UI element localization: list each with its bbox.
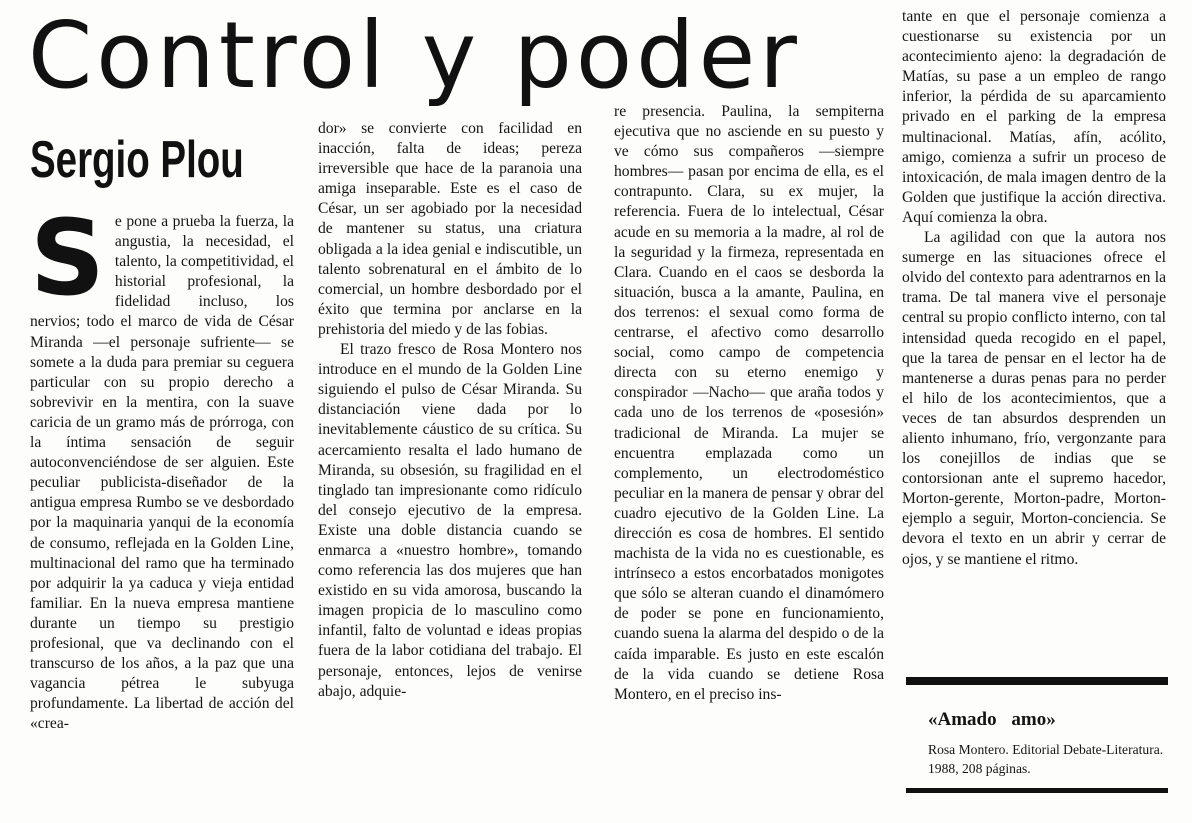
article-paragraph: La agilidad con que la autora nos sumerge en las situaciones ofrece el olvido del contexto para adentrarnos en la trama. De tal manera vive el personaje central su propio conflicto interno, con tal intensidad queda recogido en el papel, que la tarea de pensar en el lector ha de mantenerse a duras penas para no perder el hilo de los acontecimientos, que a veces de tan absurdos desprenden un aliento inhumano, frío, vergonzante para los conejillos de indias que se contorsionan ante el supremo hacedor, Morton-gerente, Morton-padre, Morton-ejemplo a seguir, Morton-conciencia. Se devora el texto en un abrir y cerrar de ojos, y se mantiene el ritmo.: [902, 229, 1166, 568]
paragraph-text: e pone a prueba la fuerza, la angustia, la necesidad, el talento, la competitividad, el historial profesional, la fidelidad incluso, los nervios; todo el marco de vida de César Miranda —el personaje sufriente— se somete a la duda para premiar su ceguera particular con su propio derecho a sobrevivir en la mentira, con la suave caricia de un gramo más de prórroga, con la íntima sensación de seguir autoconvenciéndose de ser alguien. Este peculiar publicista-diseñador de la antigua empresa Rumbo se ve desbordado por la maquinaria yanqui de la economía de consumo, reflejada en la Golden Line, multinacional del ramo que ha terminado por adquirir la ya caduca y vieja entidad familiar. En la nueva empresa mantiene durante un tiempo su prestigio profesional, que va declinando con el transcurso de los años, a la paz que una vagancia pétrea le subyuga profundamente. La libertad de acción del «crea-: [30, 213, 294, 733]
article-column-4: [902, 7, 1166, 667]
article-column-3: [614, 102, 884, 812]
article-column-1: [30, 212, 294, 812]
book-box-top-rule: [906, 677, 1168, 685]
article-paragraph: dor» se convierte con facilidad en inacción, falta de ideas; pereza irreversible que hace de la paranoia una amiga inseparable. Este es el caso de César, un ser agobiado por la necesidad de mantener su status, una criatura obligada a la idea genial e indiscutible, un talento sobrenatural en el ámbito de lo comercial, un hombre desbordado por el éxito que termina por anclarse en la prehistoria del miedo y de las fobias.: [318, 120, 582, 338]
article-title: Control y poder: [28, 2, 801, 109]
article-author: Sergio Plou: [30, 131, 244, 189]
book-box-bottom-rule: [906, 788, 1168, 793]
book-title: «Amado amo»: [928, 709, 1056, 730]
article-paragraph: re presencia. Paulina, la sempiterna ejecutiva que no asciende en su puesto y ve cómo sus compañeros —siempre hombres— pasan por encima de ella, es el contrapunto. Clara, su ex mujer, la referencia. Fuera de lo intelectual, César acude en su memoria a la madre, al rol de la seguridad y la firmeza, representada en Clara. Cuando en el caos se desborda la situación, busca a la amante, Paulina, en dos terrenos: el sexual como forma de centrarse, el afectivo como desarrollo social, como campo de competencia directa con su eterno enemigo y conspirador —Nacho— que araña todos y cada uno de los terrenos de «posesión» tradicional de Miranda. La mujer se encuentra emplazada como un complemento, un electrodoméstico peculiar en la manera de pensar y obrar del cuadro ejecutivo de la Golden Line. La dirección es cosa de hombres. El sentido machista de la vida no es cuestionable, es intrínseco a estos encorbatados monigotes que sólo se alteran cuando el dinamómero de poder se pone en funcionamiento, cuando suena la alarma del despido o de la caída imparable. Es justo en este escalón de la vida cuando se detiene Rosa Montero, en el preciso ins-: [614, 103, 884, 703]
drop-cap: S: [30, 212, 105, 319]
article-paragraph: El trazo fresco de Rosa Montero nos introduce en el mundo de la Golden Line siguiendo el pulso de César Miranda. Su distanciación viene dada por lo inevitablemente cáustico de su crítica. Su acercamiento resalta el lado humano de Miranda, su obsesión, su fragilidad en el tinglado tan impresionante como ridículo del consejo ejecutivo de la empresa. Existe una doble distancia cuando se enmarca a «nuestro hombre», tomando como referencia las dos mujeres que han existido en su vida amorosa, buscando la imagen propicia de lo masculino como infantil, falto de voluntad e ideas propias fuera de la labor cotidiana del trabajo. El personaje, entonces, lejos de venirse abajo, adquie-: [318, 341, 582, 700]
book-info: Rosa Montero. Editorial Debate-Literatura. 1988, 208 páginas.: [928, 742, 1164, 776]
article-paragraph: tante en que el personaje comienza a cuestionarse su existencia por un acontecimiento ajeno: la degradación de Matías, su pase a un empleo de rango inferior, la pérdida de su aparcamiento privado en el parking de la empresa multinacional. Matías, afín, acólito, amigo, comienza a sufrir un proceso de intoxicación, de mala imagen dentro de la Golden que justifique la acción directiva. Aquí comienza la obra.: [902, 8, 1166, 226]
article-paragraph: [30, 212, 294, 734]
article-column-2: [318, 119, 582, 809]
